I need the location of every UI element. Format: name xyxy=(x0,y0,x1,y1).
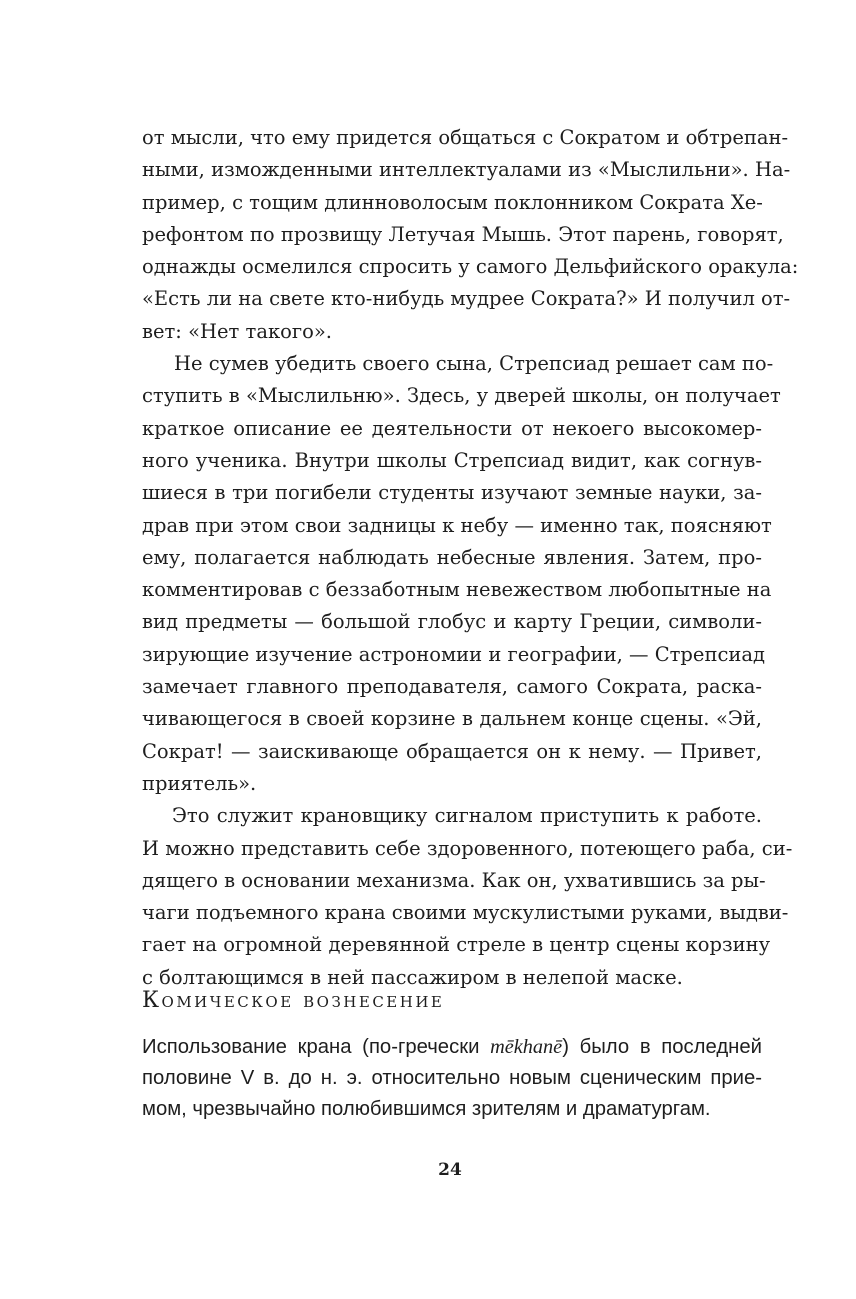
section-heading: Комическое вознесение xyxy=(142,988,445,1013)
text-line: ными, изможденными интеллектуалами из «Мыслильни». На- xyxy=(142,158,791,182)
text-line xyxy=(142,1032,762,1063)
text-line: гает на огромной деревянной стреле в центр сцены корзину xyxy=(142,933,771,957)
text-line: от мысли, что ему придется общаться с Сократом и обтрепан- xyxy=(142,126,789,149)
text-line: половине V в. до н. э. относительно новым сценическим прие- xyxy=(142,1067,762,1089)
text-line: чивающегося в своей корзине в дальнем конце сцены. «Эй, xyxy=(142,707,762,731)
body-text xyxy=(142,122,799,994)
page-number: 24 xyxy=(438,1160,462,1180)
text-line: ступить в «Мыслильню». Здесь, у дверей школы, он получает xyxy=(142,384,781,408)
text-line: рефонтом по прозвищу Летучая Мышь. Этот парень, говорят, xyxy=(142,222,784,246)
section-text xyxy=(142,1032,762,1125)
text-line: Не сумев убедить своего сына, Стрепсиад решает сам по- xyxy=(174,352,774,376)
text-line: ного ученика. Внутри школы Стрепсиад видит, как согнув- xyxy=(142,448,762,472)
text-line: драв при этом свои задницы к небу — именно так, поясняют xyxy=(142,513,772,537)
text-line: И можно представить себе здоровенного, потеющего раба, си- xyxy=(142,836,793,860)
text-line: Это служит крановщику сигналом приступить к работе. xyxy=(172,804,762,828)
text-line: приятель». xyxy=(142,771,257,795)
text-line: однажды осмелился спросить у самого Дельфийского оракула: xyxy=(142,255,799,279)
text-line: «Есть ли на свете кто-нибудь мудрее Сократа?» И получил от- xyxy=(142,287,791,311)
text-line: дящего в основании механизма. Как он, ухватившись за ры- xyxy=(142,868,766,892)
text-line: вет: «Нет такого». xyxy=(142,319,332,343)
text-line: зирующие изучение астрономии и географии, — Стрепсиад xyxy=(142,642,766,666)
text-fragment: ) было в последней xyxy=(562,1036,762,1058)
text-line: пример, с тощим длинноволосым поклонником Сократа Хе- xyxy=(142,190,763,214)
text-fragment: Использование крана (по-гречески xyxy=(142,1036,491,1058)
text-line: с болтающимся в ней пассажиром в нелепой маске. xyxy=(142,965,683,989)
text-line: краткое описание ее деятельности от некоего высокомер- xyxy=(142,416,762,440)
text-line: вид предметы — большой глобус и карту Греции, символи- xyxy=(142,610,762,634)
text-line: шиеся в три погибели студенты изучают земные науки, за- xyxy=(142,481,762,505)
greek-term: mēkhanē xyxy=(490,1036,563,1058)
text-line: Сократ! — заискивающе обращается он к нему. — Привет, xyxy=(142,739,762,763)
text-line: ему, полагается наблюдать небесные явления. Затем, про- xyxy=(142,545,762,569)
text-line: мом, чрезвычайно полюбившимся зрителям и драматургам. xyxy=(142,1098,711,1120)
text-line: замечает главного преподавателя, самого Сократа, раска- xyxy=(142,675,762,699)
text-line: чаги подъемного крана своими мускулистыми руками, выдви- xyxy=(142,901,789,925)
text-line: комментировав с беззаботным невежеством любопытные на xyxy=(142,578,772,602)
